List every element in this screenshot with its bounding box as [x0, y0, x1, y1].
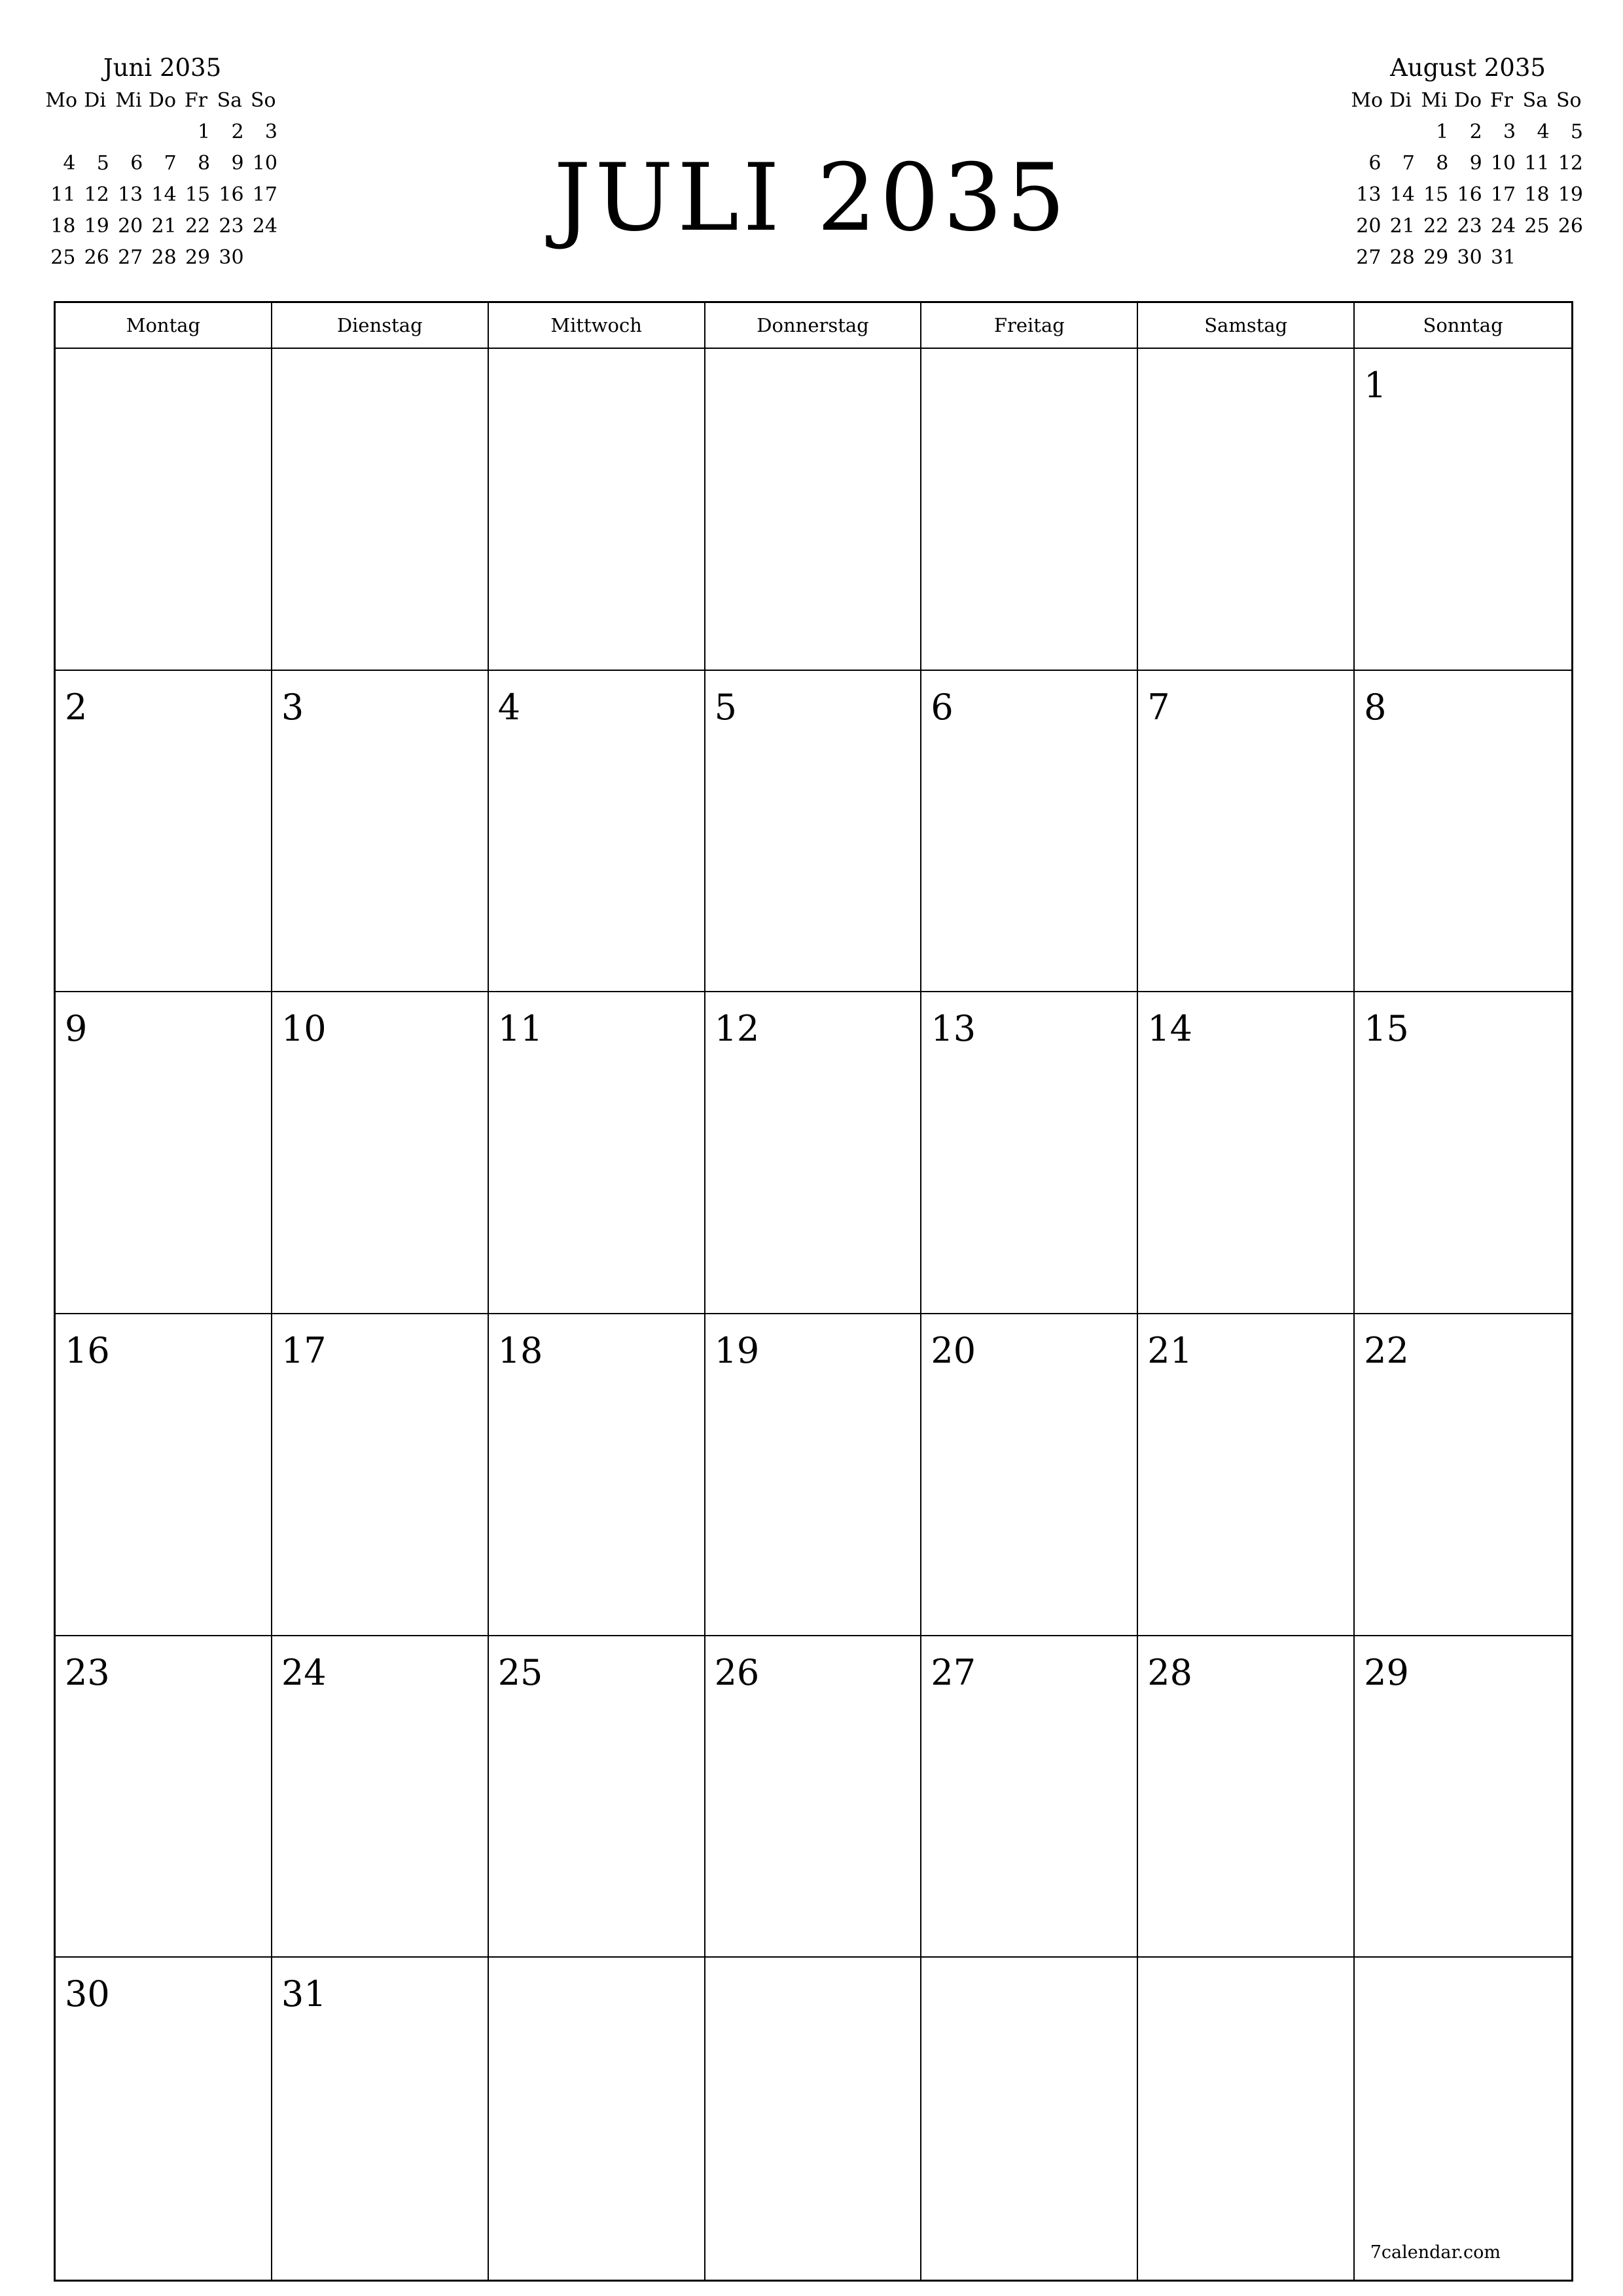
mini-prev-day: 23 — [219, 215, 244, 238]
day-number: 29 — [1364, 1651, 1409, 1693]
day-number: 3 — [281, 686, 304, 728]
day-number: 16 — [65, 1329, 110, 1371]
day-cell — [56, 992, 272, 1314]
day-number: 7 — [1147, 686, 1170, 728]
mini-prev-weekday-header: Mo — [45, 89, 78, 112]
mini-prev-day: 27 — [118, 246, 143, 269]
mini-prev-day: 8 — [198, 152, 211, 175]
day-number: 6 — [931, 686, 954, 728]
mini-next-day: 24 — [1490, 215, 1516, 238]
day-number: 27 — [931, 1651, 976, 1693]
day-cell — [1138, 1314, 1355, 1636]
day-cell — [272, 1314, 489, 1636]
day-cell — [272, 992, 489, 1314]
day-number: 22 — [1364, 1329, 1409, 1371]
day-cell — [489, 1314, 705, 1636]
mini-prev-weekday-header: Di — [84, 89, 106, 112]
mini-prev-weekday-header: Sa — [217, 89, 243, 112]
mini-next-day: 4 — [1537, 120, 1550, 143]
day-number: 10 — [281, 1008, 327, 1050]
mini-prev-weekday-header: Fr — [184, 89, 207, 112]
day-cell — [921, 1958, 1138, 2280]
weekday-header: Montag — [56, 303, 272, 349]
day-cell — [272, 671, 489, 993]
day-number: 25 — [497, 1651, 543, 1693]
day-cell — [921, 1636, 1138, 1958]
day-cell — [1355, 349, 1571, 671]
mini-next-weekday-header: Mo — [1351, 89, 1383, 112]
day-number: 9 — [65, 1008, 88, 1050]
mini-prev-day: 10 — [252, 152, 277, 175]
mini-next-day: 23 — [1457, 215, 1482, 238]
day-number: 18 — [497, 1329, 543, 1371]
mini-next-weekday-header: Mi — [1421, 89, 1448, 112]
mini-next-day: 17 — [1490, 183, 1516, 206]
mini-next-day: 7 — [1402, 152, 1415, 175]
mini-next-day: 16 — [1457, 183, 1482, 206]
day-number: 20 — [931, 1329, 976, 1371]
mini-prev-day: 7 — [164, 152, 177, 175]
mini-next-day: 11 — [1524, 152, 1550, 175]
mini-prev-day: 20 — [118, 215, 143, 238]
mini-next-day: 3 — [1503, 120, 1516, 143]
day-cell — [705, 671, 922, 993]
mini-prev-day: 5 — [96, 152, 109, 175]
mini-next-day: 27 — [1356, 246, 1382, 269]
day-cell — [56, 349, 272, 671]
day-cell — [1355, 1958, 1571, 2280]
mini-next-day: 8 — [1436, 152, 1449, 175]
mini-prev-day: 21 — [151, 215, 177, 238]
day-cell — [705, 1958, 922, 2280]
weekday-header: Mittwoch — [489, 303, 705, 349]
mini-prev-day: 19 — [84, 215, 109, 238]
day-cell — [489, 992, 705, 1314]
mini-next-day: 30 — [1457, 246, 1482, 269]
page-title: JULI 2035 — [554, 144, 1069, 252]
mini-prev-day: 12 — [84, 183, 109, 206]
day-cell — [1355, 671, 1571, 993]
day-number: 14 — [1147, 1008, 1192, 1050]
mini-calendar-next — [1350, 51, 1586, 274]
day-number: 21 — [1147, 1329, 1192, 1371]
mini-next-day — [1518, 242, 1552, 274]
weekday-header: Donnerstag — [705, 303, 922, 349]
day-cell — [1355, 1314, 1571, 1636]
day-number: 28 — [1147, 1651, 1192, 1693]
mini-prev-day: 14 — [151, 183, 177, 206]
day-cell — [56, 1636, 272, 1958]
day-number: 15 — [1364, 1008, 1409, 1050]
mini-prev-day: 4 — [63, 152, 76, 175]
day-number: 4 — [497, 686, 521, 728]
mini-prev-day: 16 — [219, 183, 244, 206]
day-cell — [705, 1636, 922, 1958]
mini-next-day: 6 — [1368, 152, 1382, 175]
mini-next-day: 15 — [1423, 183, 1449, 206]
day-number: 13 — [931, 1008, 976, 1050]
day-number: 1 — [1364, 365, 1387, 406]
day-number: 31 — [281, 1973, 327, 2015]
mini-next-day — [1552, 242, 1586, 274]
mini-next-day — [1383, 117, 1417, 148]
day-cell — [1138, 1636, 1355, 1958]
month-grid — [54, 301, 1573, 2282]
mini-prev-day: 9 — [231, 152, 244, 175]
mini-next-day: 22 — [1423, 215, 1449, 238]
mini-next-weekday-header: So — [1556, 89, 1582, 112]
day-number: 2 — [65, 686, 88, 728]
day-number: 24 — [281, 1651, 327, 1693]
mini-next-day: 31 — [1490, 246, 1516, 269]
mini-prev-day: 25 — [50, 246, 76, 269]
day-cell — [489, 1636, 705, 1958]
day-cell — [272, 349, 489, 671]
mini-next-day: 12 — [1558, 152, 1583, 175]
day-number: 23 — [65, 1651, 110, 1693]
mini-prev-day: 3 — [264, 120, 277, 143]
mini-prev-day: 15 — [185, 183, 211, 206]
mini-next-weekday-header: Sa — [1522, 89, 1548, 112]
day-number: 12 — [714, 1008, 760, 1050]
day-cell — [56, 1958, 272, 2280]
day-number: 8 — [1364, 686, 1387, 728]
mini-next-day: 25 — [1524, 215, 1550, 238]
mini-next-day: 9 — [1469, 152, 1482, 175]
weekday-header: Sonntag — [1355, 303, 1571, 349]
day-cell — [705, 1314, 922, 1636]
mini-next-day: 19 — [1558, 183, 1583, 206]
mini-prev-day: 6 — [130, 152, 143, 175]
mini-prev-weekday-header: So — [250, 89, 276, 112]
day-cell — [921, 349, 1138, 671]
mini-next-day: 18 — [1524, 183, 1550, 206]
day-cell — [921, 992, 1138, 1314]
mini-prev-day: 22 — [185, 215, 211, 238]
day-cell — [56, 671, 272, 993]
day-number: 30 — [65, 1973, 110, 2015]
day-cell — [1138, 671, 1355, 993]
day-number: 19 — [714, 1329, 760, 1371]
mini-next-day — [1350, 117, 1383, 148]
day-cell — [921, 671, 1138, 993]
mini-prev-weekday-header: Do — [148, 89, 177, 112]
day-cell — [1355, 1636, 1571, 1958]
day-cell — [272, 1958, 489, 2280]
day-cell — [1355, 992, 1571, 1314]
mini-prev-day: 2 — [231, 120, 244, 143]
day-cell — [705, 992, 922, 1314]
day-cell — [1138, 349, 1355, 671]
mini-prev-day: 26 — [84, 246, 109, 269]
day-cell — [489, 671, 705, 993]
mini-prev-day: 30 — [219, 246, 244, 269]
day-cell — [489, 349, 705, 671]
mini-next-weekday-header: Di — [1389, 89, 1412, 112]
day-number: 11 — [497, 1008, 543, 1050]
day-cell — [489, 1958, 705, 2280]
mini-calendar-next-title: August 2035 — [1390, 54, 1546, 82]
day-number: 5 — [714, 686, 737, 728]
mini-next-day: 2 — [1469, 120, 1482, 143]
mini-prev-day: 18 — [50, 215, 76, 238]
day-cell — [56, 1314, 272, 1636]
day-cell — [705, 349, 922, 671]
day-number: 17 — [281, 1329, 327, 1371]
mini-next-day: 20 — [1356, 215, 1382, 238]
mini-prev-day: 28 — [151, 246, 177, 269]
day-cell — [1138, 992, 1355, 1314]
day-cell — [272, 1636, 489, 1958]
footer-credit: 7calendar.com — [1370, 2242, 1501, 2263]
mini-next-day: 28 — [1389, 246, 1415, 269]
mini-next-day: 21 — [1389, 215, 1415, 238]
day-cell — [1138, 1958, 1355, 2280]
mini-prev-day: 11 — [50, 183, 76, 206]
mini-next-day: 13 — [1356, 183, 1382, 206]
day-cell — [921, 1314, 1138, 1636]
mini-next-day: 26 — [1558, 215, 1583, 238]
mini-next-day: 10 — [1490, 152, 1516, 175]
mini-prev-day: 17 — [252, 183, 277, 206]
weekday-header: Freitag — [921, 303, 1138, 349]
mini-prev-day: 1 — [198, 120, 211, 143]
mini-prev-weekday-header: Mi — [115, 89, 142, 112]
mini-next-day: 1 — [1436, 120, 1449, 143]
mini-prev-day: 24 — [252, 215, 277, 238]
mini-calendar-next-grid — [1350, 85, 1586, 274]
mini-prev-day: 13 — [118, 183, 143, 206]
weekday-header: Samstag — [1138, 303, 1355, 349]
mini-calendar-prev-title: Juni 2035 — [103, 54, 222, 82]
mini-next-weekday-header: Fr — [1489, 89, 1513, 112]
mini-next-weekday-header: Do — [1454, 89, 1482, 112]
mini-prev-day: 29 — [185, 246, 211, 269]
mini-next-day: 14 — [1389, 183, 1415, 206]
weekday-header: Dienstag — [272, 303, 489, 349]
day-number: 26 — [714, 1651, 760, 1693]
mini-next-day: 29 — [1423, 246, 1449, 269]
mini-next-day: 5 — [1570, 120, 1583, 143]
